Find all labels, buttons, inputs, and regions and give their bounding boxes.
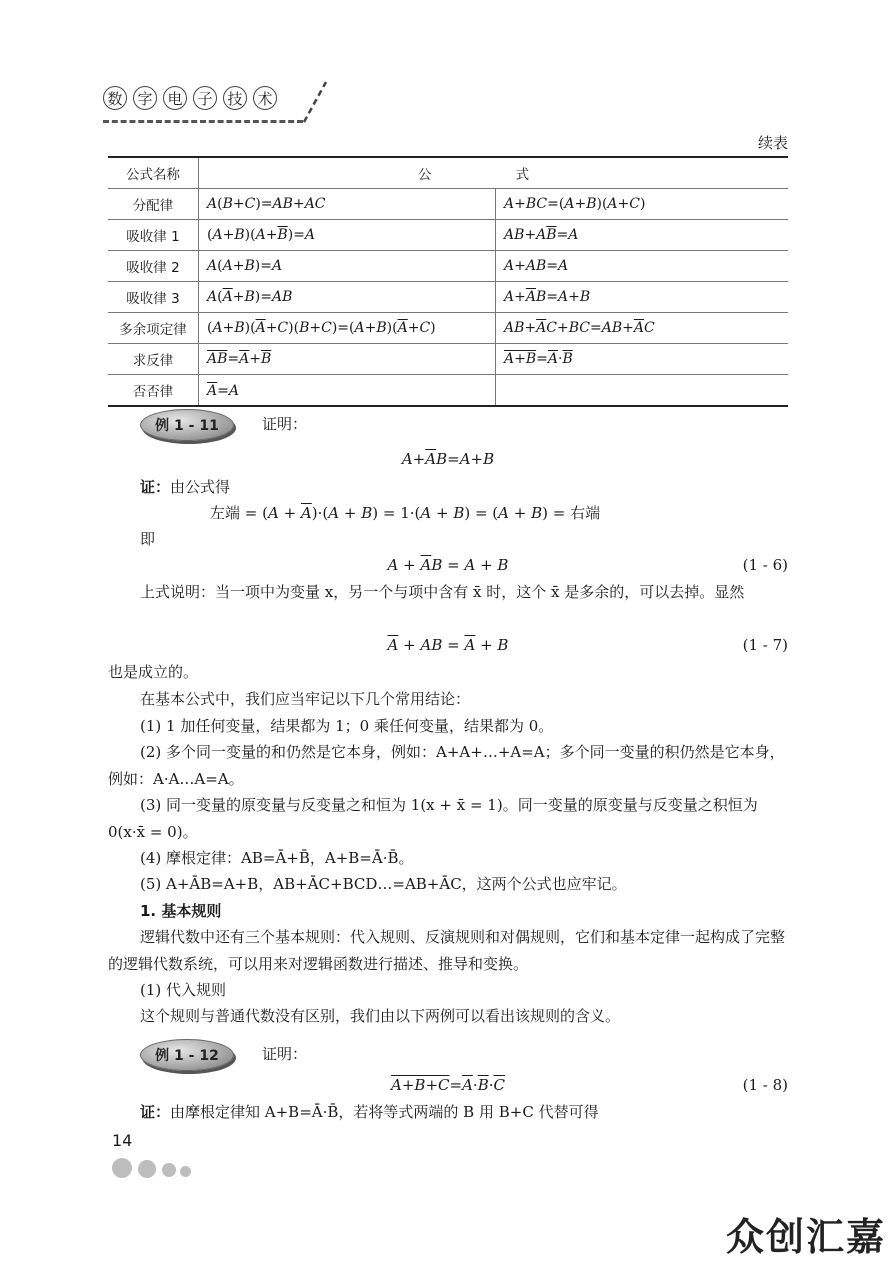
rules-intro: 逻辑代数中还有三个基本规则：代入规则、反演规则和对偶规则，它们和基本定律一起构成了完整的逻辑代数系统，可以用来对逻辑函数进行描述、推导和变换。: [108, 928, 786, 973]
law-name: 多余项定律: [108, 313, 199, 344]
formula-cell: A+AB=A: [496, 251, 789, 282]
table-row: [108, 313, 788, 344]
law-name: 吸收律 1: [108, 220, 199, 251]
conclusion-item: (2) 多个同一变量的和仍然是它本身，例如：A+A+…+A=A；多个同一变量的积仍然是它本身，例如：A·A…A=A。: [108, 743, 785, 788]
watermark-logo: 众创汇嘉: [725, 1215, 886, 1259]
also-text: 也是成立的。: [108, 663, 199, 681]
continued-label: 续表: [757, 134, 788, 152]
table-row: [108, 344, 788, 375]
formula-cell: A(B+C)=AB+AC: [199, 189, 496, 220]
table-header-row: [108, 157, 788, 189]
proof-line: [140, 474, 230, 500]
equation-1-6: $A + \overline{A}B = A + B$: [387, 556, 509, 574]
example-badge: 例 1 - 11: [140, 409, 234, 441]
title-char: 数: [103, 86, 127, 110]
header-formula: 公 式: [199, 157, 789, 189]
section-heading: 1. 基本规则: [140, 902, 222, 920]
formula-cell: $\overline{A}=A$: [199, 375, 496, 407]
formula-cell: $A+\overline{A}B=A+B$: [496, 282, 789, 313]
equation-number: (1 - 8): [742, 1076, 788, 1094]
header-dashed-rule: [103, 120, 303, 123]
proof-label: 证：: [140, 478, 171, 496]
dot-icon: [180, 1166, 191, 1177]
equation-number: (1 - 6): [742, 556, 788, 574]
law-name: 吸收律 3: [108, 282, 199, 313]
formula-cell: A+BC=(A+B)(A+C): [496, 189, 789, 220]
table-row: [108, 189, 788, 220]
header-slash-decoration: [300, 78, 330, 126]
formula-cell: $A+B=\overline{A}\cdot\overline{B}$: [496, 344, 789, 375]
equation-1-7: $\overline{A}$ + AB = $\overline{A} + B$: [387, 636, 509, 654]
formula-cell: A(A+B)=A: [199, 251, 496, 282]
example-prompt: 证明：: [262, 415, 308, 433]
dot-icon: [162, 1163, 176, 1177]
proof-intro: 由公式得: [170, 478, 231, 496]
law-name: 吸收律 2: [108, 251, 199, 282]
table-row: [108, 251, 788, 282]
formula-cell: $A(\overline{A}+B)=AB$: [199, 282, 496, 313]
law-name: 分配律: [108, 189, 199, 220]
table-row: [108, 375, 788, 407]
conclusions-intro: 在基本公式中，我们应当牢记以下几个常用结论：: [140, 690, 471, 708]
dot-icon: [138, 1160, 156, 1178]
table-row: [108, 220, 788, 251]
example-badge: 例 1 - 12: [140, 1039, 234, 1071]
conclusion-item: (5) A+ĀB=A+B，AB+ĀC+BCD…=AB+ĀC，这两个公式也应牢记。: [140, 875, 627, 893]
proof-derivation: 左端 = $(A + \overline{A})\cdot(A + B) = 1\cdot(A + B) = (A + B)$ = 右端: [210, 504, 601, 522]
example-statement: $A+\overline{A}B=A+B$: [401, 450, 495, 468]
page-number: 14: [112, 1131, 133, 1150]
equation-number: (1 - 7): [742, 636, 788, 654]
proof-text: 由摩根定律知 A+B=Ā·B̄，若将等式两端的 B 用 B+C 代替可得: [170, 1103, 599, 1121]
conclusion-item: (4) 摩根定律：AB=Ā+B̄，A+B=Ā·B̄。: [140, 849, 414, 867]
conclusion-item: (1) 1 加任何变量，结果都为 1；0 乘任何变量，结果都为 0。: [140, 717, 554, 735]
book-title: [103, 86, 277, 110]
law-name: 否否律: [108, 375, 199, 407]
title-char: 字: [133, 86, 157, 110]
formula-cell: $\overline{AB}=\overline{A}+\overline{B}$: [199, 344, 496, 375]
formula-cell: [496, 375, 789, 407]
dot-icon: [112, 1158, 132, 1178]
equation-1-8: $A+B+C=\overline{A}\cdot\overline{B}\cdot\overline{C}$: [390, 1076, 505, 1094]
formula-cell: $AB+A\overline{B}=A$: [496, 220, 789, 251]
subsection-heading: (1) 代入规则: [140, 981, 227, 999]
proof-label: 证：: [140, 1103, 171, 1121]
example-prompt: 证明：: [262, 1045, 308, 1063]
formula-table: [108, 156, 788, 407]
formula-cell: $AB+\overline{A}C+BC=AB+\overline{A}C$: [496, 313, 789, 344]
title-char: 电: [163, 86, 187, 110]
table-row: [108, 282, 788, 313]
conclusion-item: (3) 同一变量的原变量与反变量之和恒为 1(x + x̄ = 1)。同一变量的原变量与反变量之积恒为 0(x·x̄ = 0)。: [108, 796, 758, 841]
explain-paragraph: 上式说明：当一项中为变量 x，另一个与项中含有 x̄ 时，这个 x̄ 是多余的，可以去掉。显然: [140, 583, 745, 601]
header-name: 公式名称: [108, 157, 199, 189]
proof-line: [140, 1099, 599, 1125]
formula-cell: $(A+B)(\overline{A}+C)(B+C)=(A+B)(\overline{A}+C)$: [199, 313, 496, 344]
ji-label: 即: [140, 530, 156, 548]
title-char: 技: [223, 86, 247, 110]
title-char: 术: [253, 86, 277, 110]
title-char: 子: [193, 86, 217, 110]
formula-cell: $(A+B)(A+\overline{B})=A$: [199, 220, 496, 251]
law-name: 求反律: [108, 344, 199, 375]
subsection-text: 这个规则与普通代数没有区别，我们由以下两例可以看出该规则的含义。: [140, 1007, 621, 1025]
